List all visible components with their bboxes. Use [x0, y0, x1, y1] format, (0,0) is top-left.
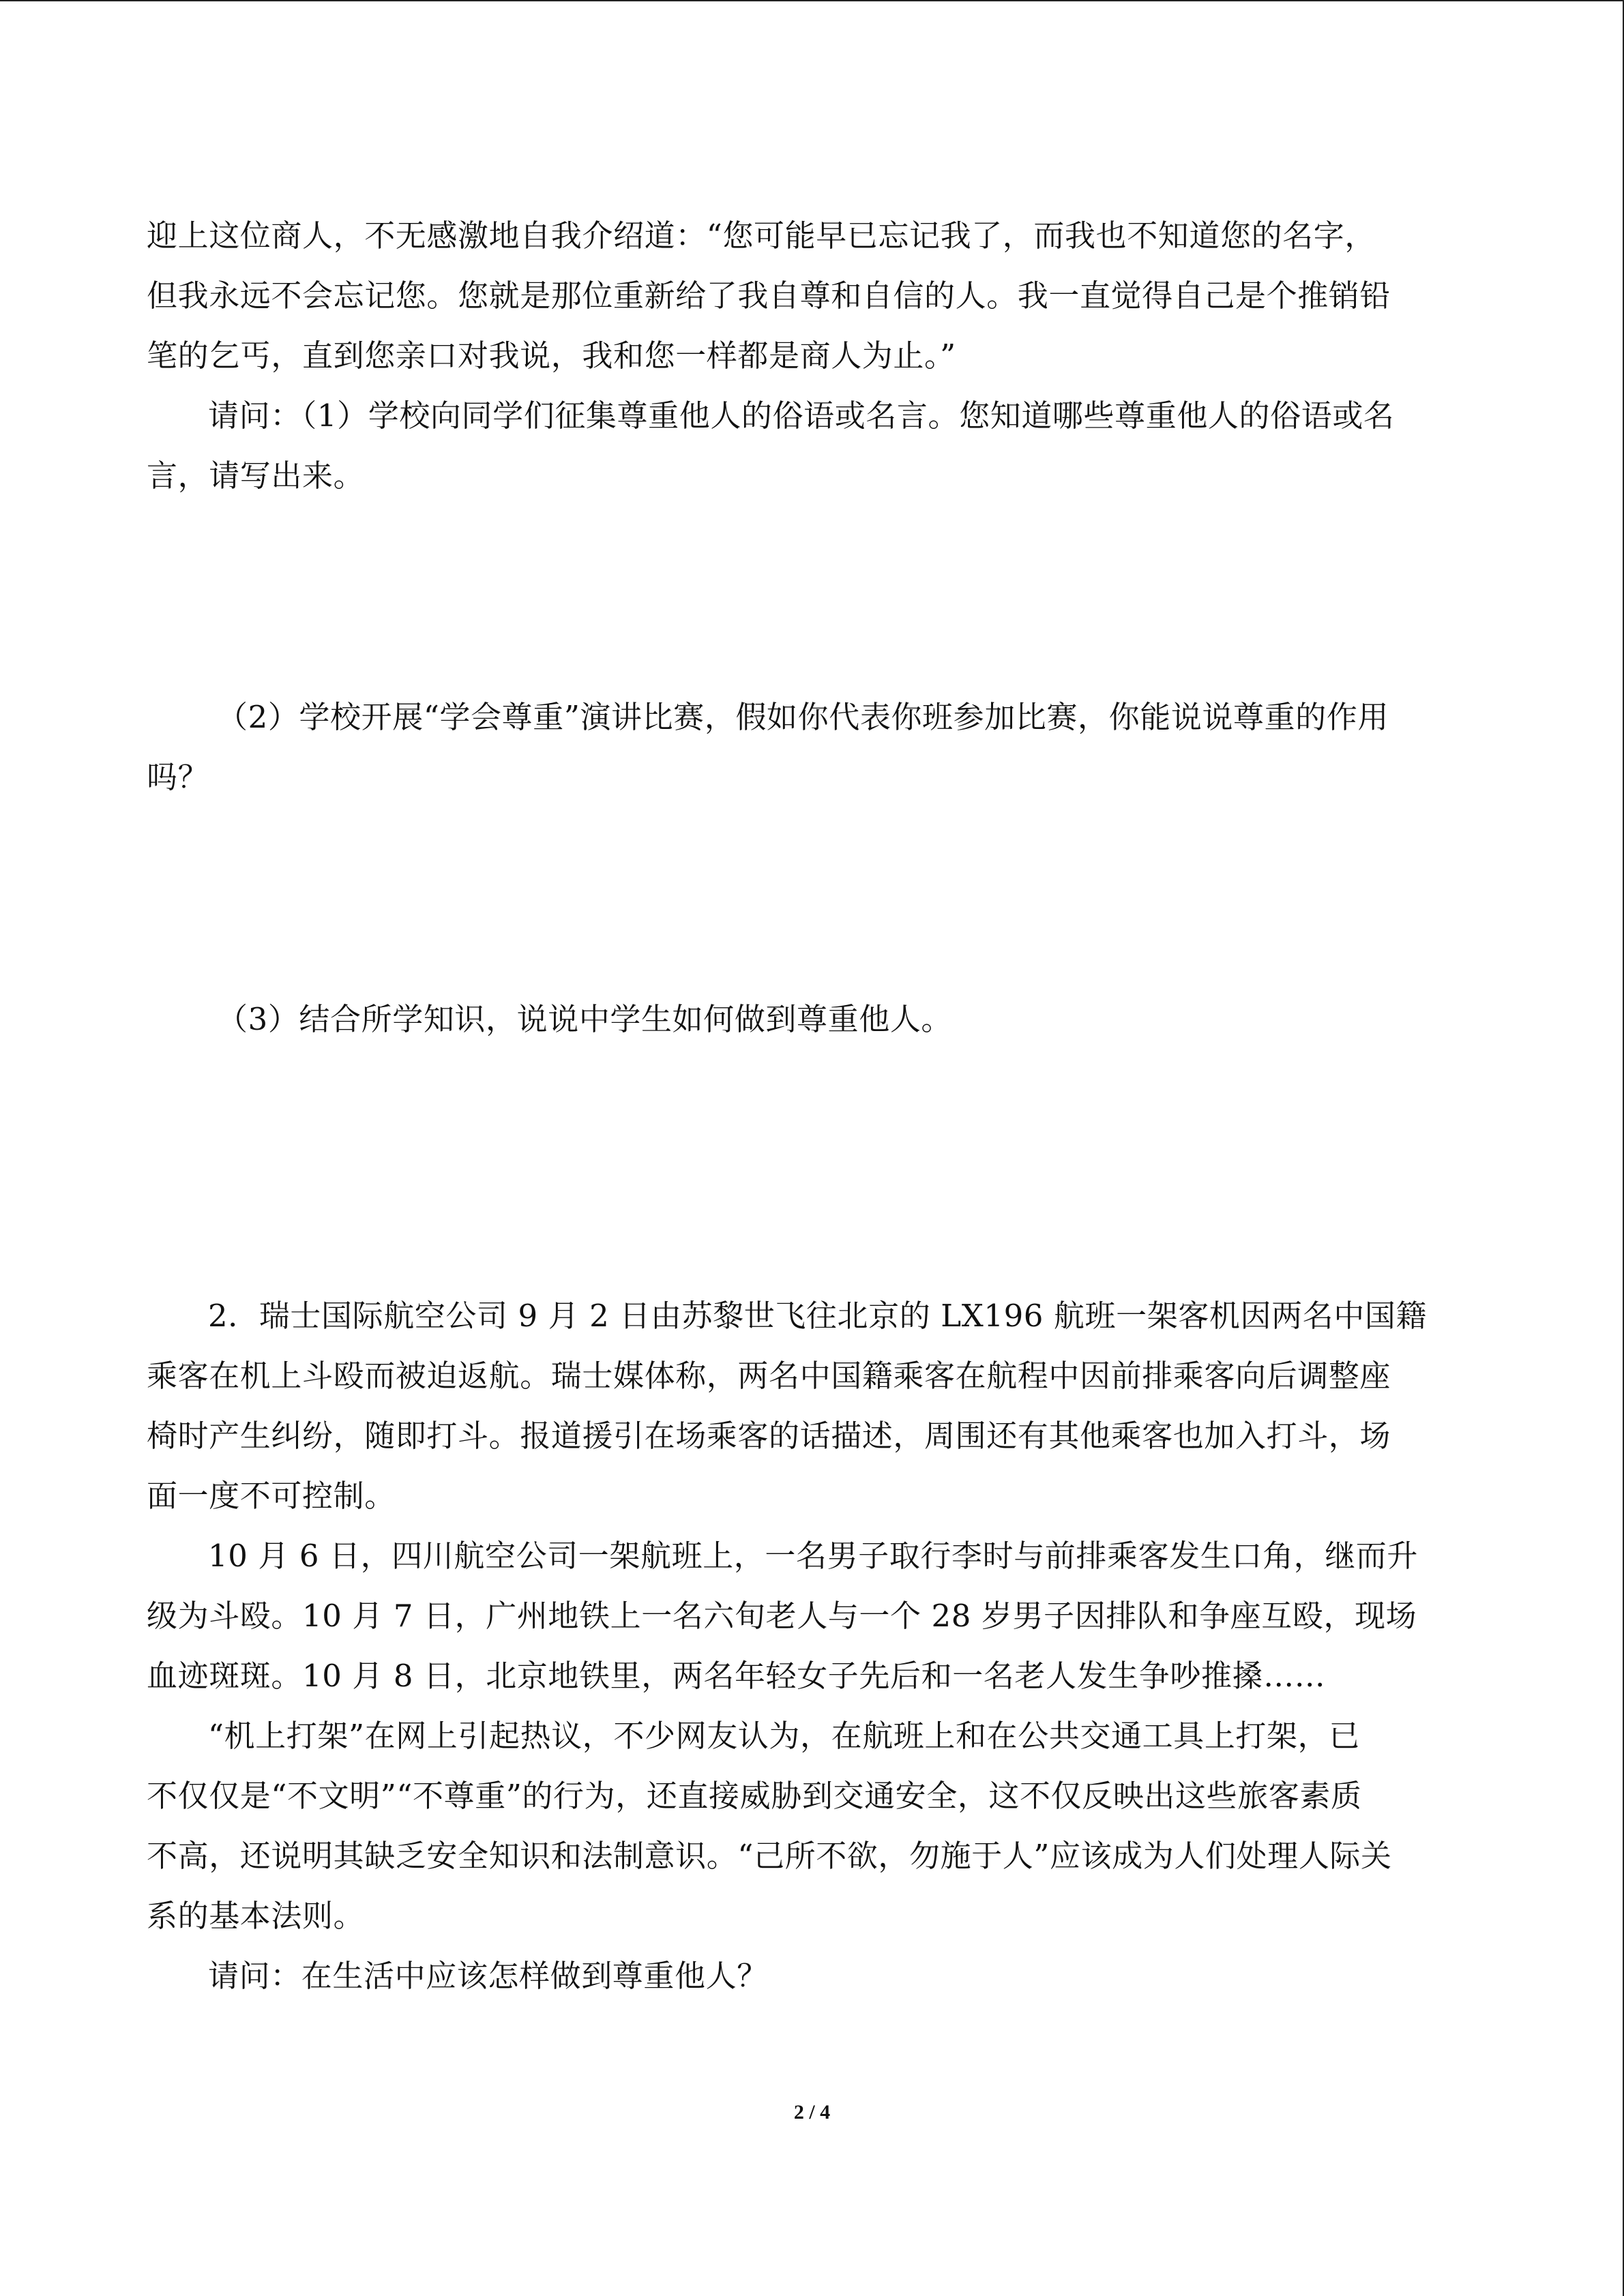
text-line: 10 月 6 日，四川航空公司一架航班上，一名男子取行李时与前排乘客发生口角，继而升 [208, 1538, 1419, 1574]
text-line: （3）结合所学知识，说说中学生如何做到尊重他人。 [217, 1001, 953, 1037]
text-line: 不仅仅是“不文明”“不尊重”的行为，还直接威胁到交通安全，这不仅反映出这些旅客素质 [147, 1778, 1362, 1814]
text-line: 2．瑞士国际航空公司 9 月 2 日由苏黎世飞往北京的 LX196 航班一架客机因两名中国籍 [208, 1298, 1428, 1334]
text-line: 不高，还说明其缺乏安全知识和法制意识。“己所不欲，勿施于人”应该成为人们处理人际关 [147, 1838, 1392, 1874]
text-line: 笔的乞丐，直到您亲口对我说，我和您一样都是商人为止。” [147, 338, 956, 374]
text-line: 血迹斑斑。10 月 8 日，北京地铁里，两名年轻女子先后和一名老人发生争吵推搡…… [147, 1658, 1326, 1694]
text-line: （2）学校开展“学会尊重”演讲比赛，假如你代表你班参加比赛，你能说说尊重的作用 [217, 699, 1389, 735]
page-top-border [0, 0, 1624, 1]
text-line: 吗？ [147, 759, 209, 795]
text-line: 椅时产生纠纷，随即打斗。报道援引在场乘客的话描述，周围还有其他乘客也加入打斗，场 [147, 1418, 1391, 1454]
page-number: 2 / 4 [793, 2101, 831, 2123]
text-line: “机上打架”在网上引起热议，不少网友认为，在航班上和在公共交通工具上打架，已 [208, 1718, 1360, 1754]
text-line: 级为斗殴。10 月 7 日，广州地铁上一名六旬老人与一个 28 岁男子因排队和争座互殴，现场 [147, 1598, 1417, 1634]
text-line: 请问：（1）学校向同学们征集尊重他人的俗语或名言。您知道哪些尊重他人的俗语或名 [208, 398, 1395, 434]
text-line: 迎上这位商人，不无感激地自我介绍道：“您可能早已忘记我了，而我也不知道您的名字， [147, 218, 1376, 254]
text-line: 请问：在生活中应该怎样做到尊重他人？ [208, 1958, 768, 1994]
text-line: 但我永远不会忘记您。您就是那位重新给了我自尊和自信的人。我一直觉得自己是个推销铅 [147, 278, 1391, 314]
text-line: 乘客在机上斗殴而被迫返航。瑞士媒体称，两名中国籍乘客在航程中因前排乘客向后调整座 [147, 1358, 1391, 1394]
text-line: 系的基本法则。 [147, 1898, 365, 1934]
text-line: 面一度不可控制。 [147, 1478, 396, 1514]
text-line: 言，请写出来。 [147, 458, 365, 494]
